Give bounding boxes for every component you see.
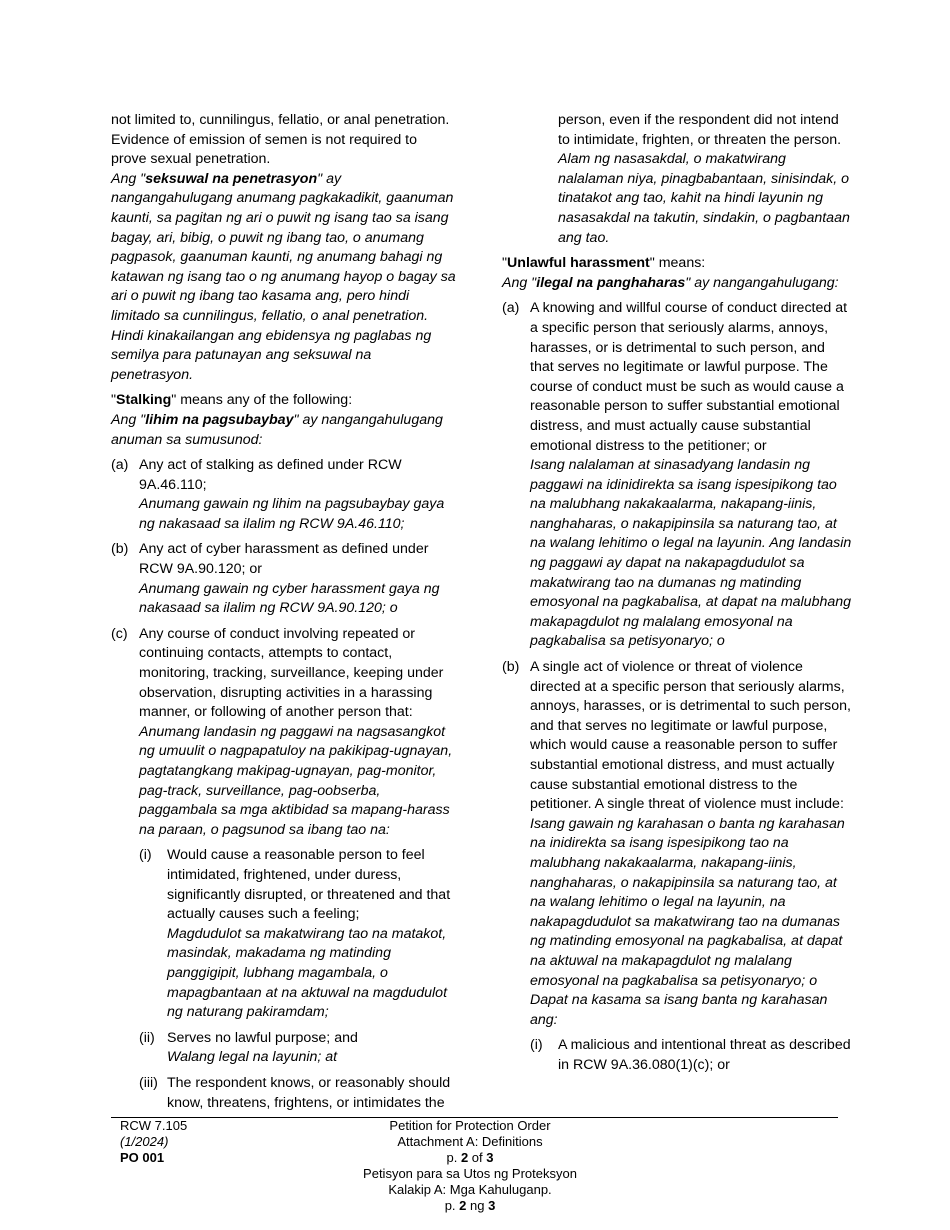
stalking-subitem-iii-continued <box>502 111 852 248</box>
stalking-item-b <box>111 540 456 618</box>
unlawful-harassment-heading-tl: Ang "ilegal na panghaharas" ay nangangahulugang: <box>502 274 839 291</box>
term-stalking: Stalking <box>116 392 172 409</box>
footer-attachment-en: Attachment A: Definitions <box>397 1134 543 1149</box>
item-text-tl: Anumang landasin ng paggawi na nagsasangkot ng umuulit o nagpapatuloy na pakikipag-ugnayan, pagtatangkang makipag-ugnayan, pag-monitor, pag-track, surveillance, pag-oobserba, paggambala sa mga aktibidad sa mapang-harass na paraan, o pagsunod sa ibang tao na: <box>139 723 453 838</box>
footer-page-en: p. 2 of 3 <box>446 1150 494 1165</box>
stalking-subitem-i <box>139 846 456 1022</box>
stalking-subitem-iii <box>139 1074 456 1113</box>
subitem-label: (i) <box>139 847 152 864</box>
right-column <box>502 111 852 1076</box>
footer-title-en: Petition for Protection Order <box>389 1118 551 1133</box>
item-label: (b) <box>502 659 520 676</box>
item-text-en: Any course of conduct involving repeated or continuing contacts, attempts to contact, monitoring, tracking, surveillance, keeping under observation, disrupting activities in a harassing manner, or following of another person that: <box>139 625 444 721</box>
item-label: (a) <box>502 300 520 317</box>
term-seksuwal-na-penetrasyon: seksuwal na penetrasyon <box>145 170 318 187</box>
item-text-en: A single act of violence or threat of violence directed at a specific person that seriously alarms, annoys, harasses, or is detrimental to such person, and that serves no legitimate or lawful purpose, which would cause a reasonable person to suffer substantial emotional distress, and must actually cause substantial emotional distress to the petitioner. A single threat of violence must include: <box>530 659 851 813</box>
subitem-text-en: A malicious and intentional threat as described in RCW 9A.36.080(1)(c); or <box>558 1037 851 1073</box>
stalking-heading-en: "Stalking" means any of the following: <box>111 392 353 409</box>
subitem-text-tl: Magdudulot sa makatwirang tao na matakot, masindak, makadama ng matinding panggigipit, lubhang magambala, o mapagbantaan at na aktuwal na magdudulot ng naturang pakiramdam; <box>167 925 448 1021</box>
term-ilegal-na-panghaharas: ilegal na panghaharas <box>536 274 686 291</box>
footer-title-tl: Petisyon para sa Utos ng Proteksyon <box>363 1166 577 1181</box>
subitem-label: (i) <box>530 1037 543 1054</box>
footer-rcw: RCW 7.105 <box>120 1118 188 1133</box>
subitem-text-en: The respondent knows, or reasonably should know, threatens, frightens, or intimidates the <box>167 1074 451 1111</box>
stalking-item-c <box>111 625 456 1113</box>
term-unlawful-harassment: Unlawful harassment <box>507 255 650 272</box>
stalking-subitem-ii <box>139 1029 456 1068</box>
harassment-item-b <box>502 658 852 1075</box>
left-column <box>111 111 456 1113</box>
sexual-penetration-en-continued: not limited to, cunnilingus, fellatio, or anal penetration. Evidence of emission of semen is not required to prove sexual penetration. <box>111 112 450 168</box>
item-text-en: A knowing and willful course of conduct directed at a specific person that seriously alarms, annoys, harasses, or is detrimental to such person, and that serves no legitimate or lawful purpose. The course of conduct must be such as would cause a reasonable person to suffer substantial emotional distress, and must actually cause substantial emotional distress to the petitioner; or <box>530 300 848 454</box>
item-text-tl: Isang gawain ng karahasan o banta ng karahasan na inidirekta sa isang ispesipikong tao na malubhang nakakaalarma, nakapang-iinis, nanghaharas, o nakapipinsila sa naturang tao, at na walang lehitimo o legal na layunin, na nakapagdudulot sa makatwirang tao na dumanas ng matinding emosyonal na pagkabalisa, at dapat na aktuwal na makapagdulot ng malalang emosyonal na pagkabalisa sa petisyonaryo; o Dapat na kasama sa isang banta ng karahasan ang: <box>530 815 845 1028</box>
item-text-tl: Isang nalalaman at sinasadyang landasin ng paggawi na idinidirekta sa isang ispesipikong tao na malubhang nakakaalarma, nakapang-iinis, nanghaharas, o nakapipinsila sa naturang tao, at na walang lehitimo o legal na layunin. Ang landasin ng paggawi ay dapat na nakapagdudulot sa makatwirang tao na dumanas ng matinding emosyonal na pagkabalisa, at dapat na malubhang makapagdulot ng malalang emosyonal na pagkabalisa sa petisyonaryo; o <box>530 457 852 650</box>
footer-form-number: PO 001 <box>120 1150 165 1165</box>
stalking-item-a <box>111 456 456 534</box>
footer-page-tl: p. 2 ng 3 <box>444 1198 496 1213</box>
item-label: (a) <box>111 457 129 474</box>
subitem-text-tl: Walang legal na layunin; at <box>167 1049 338 1066</box>
item-text-tl: Anumang gawain ng lihim na pagsubaybay gaya ng nakasaad sa ilalim ng RCW 9A.46.110; <box>139 496 445 532</box>
footer-form-info <box>120 1118 187 1166</box>
subitem-text-en: Serves no lawful purpose; and <box>167 1029 358 1046</box>
harassment-item-a <box>502 299 852 652</box>
item-label: (c) <box>111 625 128 642</box>
item-text-tl: Anumang gawain ng cyber harassment gaya ng nakasaad sa ilalim ng RCW 9A.90.120; o <box>139 580 440 617</box>
sexual-penetration-tl: Ang "seksuwal na penetrasyon" ay nangangahulugang anumang pagkakadikit, gaanuman kaunti, sa pagitan ng ari o puwit ng isang tao sa isang bagay, ari, bibig, o puwit ng ibang tao, o anumang pagpasok, gaanuman kaunti, ng anumang bahagi ng katawan ng isang tao o ng anumang hayop o bagay sa ari o puwit ng ibang tao kasama ang, pero hindi limitado sa cunnilingus, fellatio, o anal penetration. Hindi kinakailangan ang ebidensya ng paglabas ng semilya para patunayan ang seksuwal na penetrasyon. <box>111 170 456 383</box>
footer-title-block <box>300 1118 640 1214</box>
item-label: (b) <box>111 541 129 558</box>
item-text-en: Any act of cyber harassment as defined under RCW 9A.90.120; or <box>139 541 429 578</box>
unlawful-harassment-heading-en: "Unlawful harassment" means: <box>502 255 706 272</box>
subitem-label: (iii) <box>139 1074 158 1091</box>
term-lihim-na-pagsubaybay: lihim na pagsubaybay <box>145 411 294 428</box>
harassment-subitem-i <box>530 1036 852 1075</box>
continued-text-en: person, even if the respondent did not intend to intimidate, frighten, or threaten the person. <box>558 112 842 148</box>
item-text-en: Any act of stalking as defined under RCW 9A.46.110; <box>139 457 402 493</box>
continued-text-tl: Alam ng nasasakdal, o makatwirang nalalaman niya, pinagbabantaan, sinisindak, o tinatakot ang tao, kahit na hindi layunin ng nasasakdal na takutin, sindakin, o pagbantaan ang tao. <box>558 151 850 246</box>
subitem-text-en: Would cause a reasonable person to feel intimidated, frightened, under duress, significantly disrupted, or threatened and that actually causes such a feeling; <box>167 847 451 923</box>
stalking-heading-tl: Ang "lihim na pagsubaybay" ay nangangahulugang anuman sa sumusunod: <box>111 411 443 448</box>
subitem-label: (ii) <box>139 1029 155 1046</box>
footer-date: (1/2024) <box>120 1134 169 1149</box>
footer-attachment-tl: Kalakip A: Mga Kahuluganp. <box>388 1182 552 1197</box>
